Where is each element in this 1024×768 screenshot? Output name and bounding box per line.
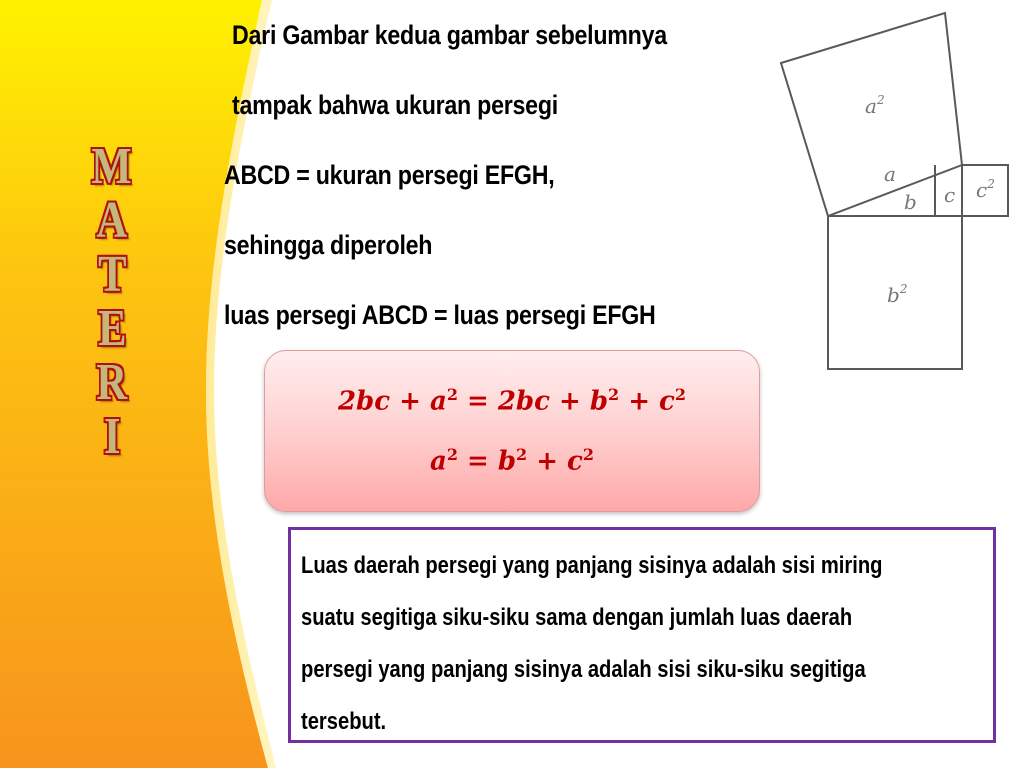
formula-term: a xyxy=(429,446,447,477)
label-side-a: a xyxy=(884,162,896,186)
title-letter: T xyxy=(97,246,127,303)
svg-text:c2 xyxy=(976,177,995,202)
paragraph-line-2: tampak bahwa ukuran persegi xyxy=(232,90,558,120)
definition-line: suatu segitiga siku-siku sama dengan jumlah luas daerah xyxy=(301,604,853,631)
definition-box xyxy=(288,527,996,743)
formula-term: 2bc + a xyxy=(337,386,447,417)
formula-exponent: 2 xyxy=(516,445,528,464)
label-side-c: c xyxy=(944,183,956,207)
paragraph-line-4: sehingga diperoleh xyxy=(224,230,433,260)
formula-box xyxy=(264,350,760,512)
label-b-squared: b xyxy=(887,283,900,307)
formula-exponent: 2 xyxy=(608,385,620,404)
label-b-squared-exp: 2 xyxy=(899,282,908,296)
formula-line-1 xyxy=(265,385,759,417)
title-letter: M xyxy=(91,138,133,195)
definition-line: tersebut. xyxy=(301,708,387,735)
formula-term: + c xyxy=(527,446,583,477)
formula-term: = 2bc + b xyxy=(457,386,609,417)
formula-line-2 xyxy=(265,445,759,477)
label-side-b: b xyxy=(904,190,917,214)
title-letter: R xyxy=(96,354,128,411)
formula-term: = b xyxy=(457,446,517,477)
label-c-squared-exp: 2 xyxy=(987,177,995,191)
formula-exponent: 2 xyxy=(582,445,595,464)
formula-term: + c xyxy=(619,386,675,417)
paragraph-line-5: luas persegi ABCD = luas persegi EFGH xyxy=(224,300,656,330)
svg-text:b2 xyxy=(887,282,907,307)
label-a-squared-exp: 2 xyxy=(876,93,885,107)
side-title xyxy=(84,140,140,464)
pythagoras-diagram xyxy=(770,5,1020,380)
title-letter: I xyxy=(103,408,121,465)
paragraph-line-1: Dari Gambar kedua gambar sebelumnya xyxy=(232,20,667,50)
title-letter: A xyxy=(96,192,128,249)
definition-line: Luas daerah persegi yang panjang sisinya adalah sisi miring xyxy=(301,552,883,579)
svg-text:a2 xyxy=(865,93,885,118)
formula-exponent: 2 xyxy=(674,385,687,404)
formula-exponent: 2 xyxy=(446,445,458,464)
label-c-squared: c xyxy=(976,178,988,202)
formula-exponent: 2 xyxy=(446,385,458,404)
definition-line: persegi yang panjang sisinya adalah sisi siku-siku segitiga xyxy=(301,656,866,683)
label-a-squared: a xyxy=(865,94,877,118)
paragraph-line-3: ABCD = ukuran persegi EFGH, xyxy=(224,160,555,190)
definition-text xyxy=(301,540,965,748)
title-letter: E xyxy=(97,300,127,357)
